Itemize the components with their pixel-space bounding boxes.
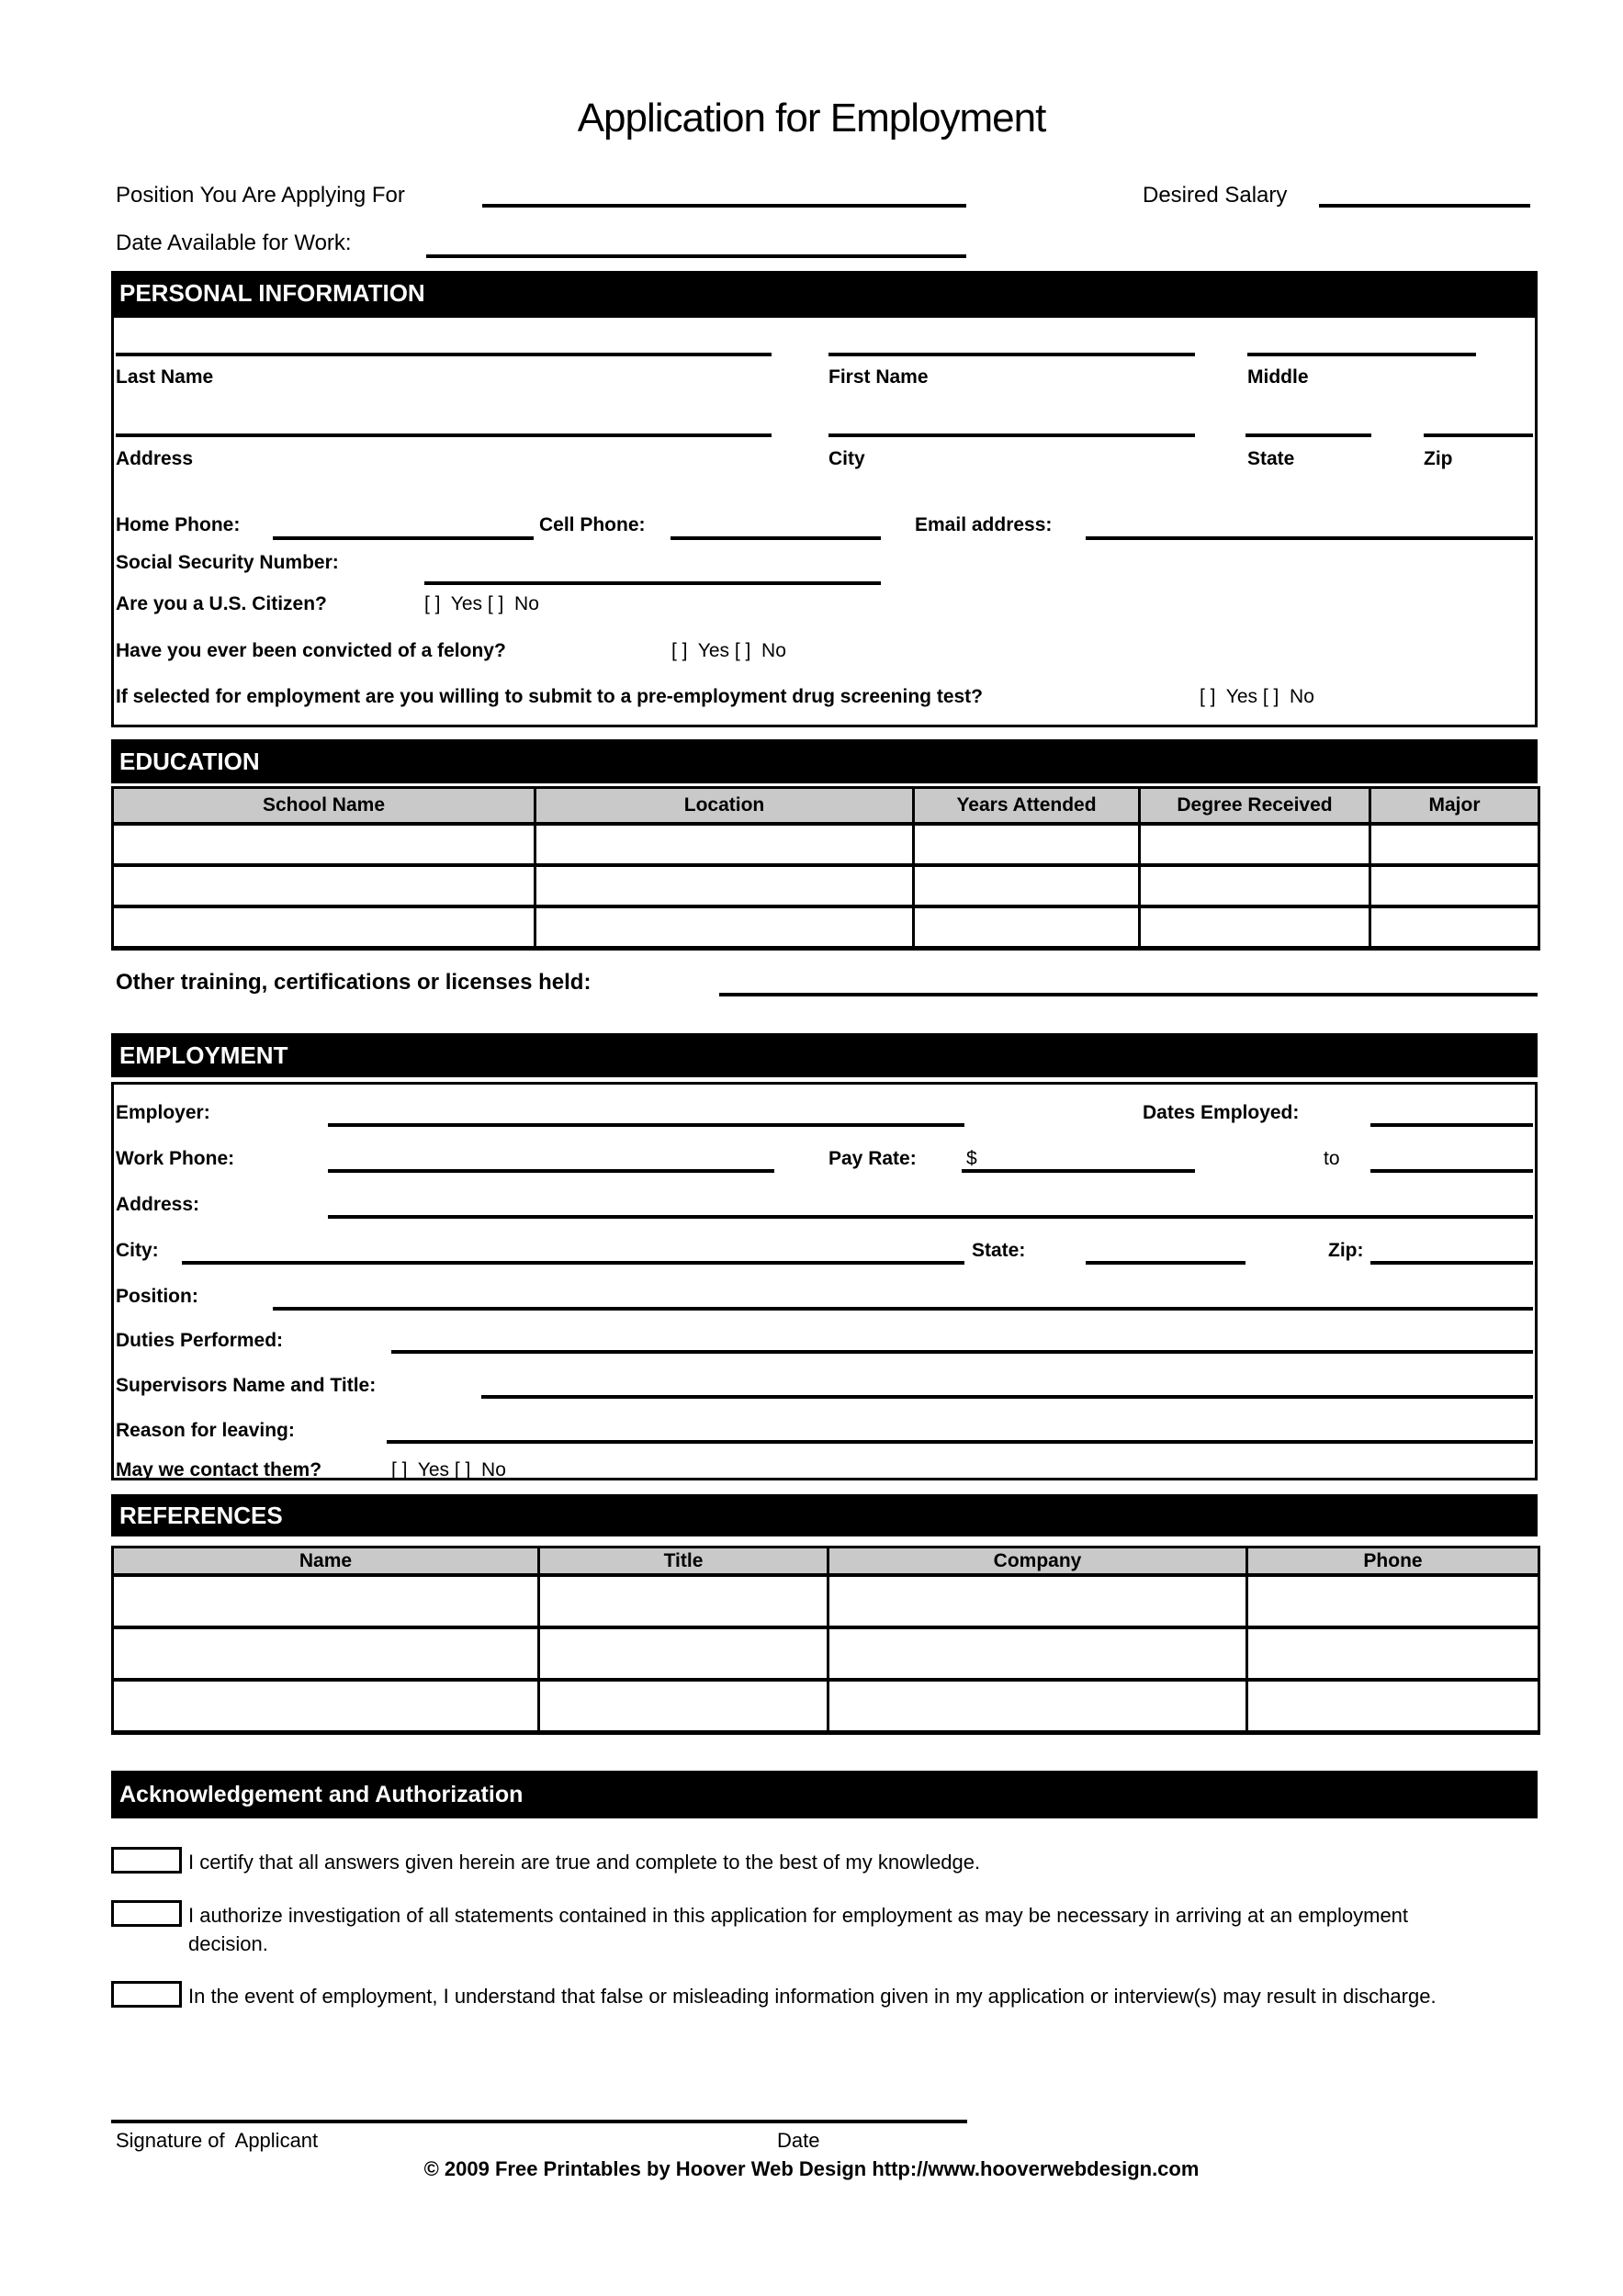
employment-state-label: State:: [972, 1240, 1026, 1261]
pay-rate-currency-symbol: $: [966, 1148, 977, 1169]
drug-test-yes-no-options[interactable]: [ ] Yes [ ] No: [1200, 686, 1314, 707]
employment-city-fill-line[interactable]: [182, 1261, 964, 1265]
reference-cell[interactable]: [1247, 1575, 1539, 1627]
education-cell[interactable]: [535, 824, 914, 865]
education-cell[interactable]: [113, 824, 535, 865]
education-cell[interactable]: [535, 906, 914, 949]
email-label: Email address:: [915, 514, 1053, 535]
address-fill-line[interactable]: [116, 433, 772, 437]
reference-cell[interactable]: [828, 1627, 1247, 1680]
reference-cell[interactable]: [539, 1575, 828, 1627]
pay-rate-to-label: to: [1324, 1148, 1340, 1169]
education-row: [113, 865, 1539, 906]
personal-section-title: PERSONAL INFORMATION: [119, 278, 425, 307]
education-col-years-attended: Years Attended: [914, 788, 1140, 825]
reference-cell[interactable]: [113, 1680, 539, 1733]
certify-checkbox[interactable]: [111, 1847, 182, 1874]
employment-address-fill-line[interactable]: [328, 1215, 1533, 1219]
other-training-label: Other training, certifications or licenses held:: [116, 970, 592, 995]
employment-zip-label: Zip:: [1328, 1240, 1364, 1261]
employment-city-label: City:: [116, 1240, 159, 1261]
may-we-contact-label: May we contact them?: [116, 1459, 322, 1480]
home-phone-label: Home Phone:: [116, 514, 241, 535]
supervisor-fill-line[interactable]: [481, 1395, 1533, 1399]
copyright-notice: © 2009 Free Printables by Hoover Web Design http://www.hooverwebdesign.com: [423, 2157, 1200, 2180]
authorize-investigation-statement: I authorize investigation of all statements contained in this application for employment as may be necessary in arriving at an employment decision.: [188, 1904, 1409, 1955]
education-cell[interactable]: [914, 865, 1140, 906]
middle-name-label: Middle: [1247, 366, 1309, 388]
reference-cell[interactable]: [113, 1627, 539, 1680]
state-fill-line[interactable]: [1245, 433, 1371, 437]
employment-state-fill-line[interactable]: [1086, 1261, 1245, 1265]
first-name-fill-line[interactable]: [828, 353, 1195, 356]
employment-section-box: [111, 1082, 1538, 1480]
email-fill-line[interactable]: [1086, 536, 1533, 540]
employment-position-fill-line[interactable]: [273, 1307, 1533, 1311]
signature-of-applicant-label: Signature of Applicant: [116, 2129, 319, 2152]
references-col-phone: Phone: [1247, 1548, 1539, 1576]
signature-date-label: Date: [777, 2129, 820, 2152]
desired-salary-label: Desired Salary: [1143, 183, 1288, 208]
false-information-checkbox[interactable]: [111, 1981, 182, 2008]
education-row: [113, 824, 1539, 865]
employment-position-label: Position:: [116, 1286, 198, 1307]
employment-zip-fill-line[interactable]: [1370, 1261, 1533, 1265]
references-section-title: REFERENCES: [119, 1501, 283, 1529]
ssn-fill-line[interactable]: [424, 581, 881, 585]
supervisor-name-title-label: Supervisors Name and Title:: [116, 1375, 377, 1396]
state-label: State: [1247, 448, 1295, 469]
personal-section-header: [111, 271, 1538, 315]
education-cell[interactable]: [1370, 865, 1539, 906]
references-header-row: [113, 1548, 1539, 1576]
education-cell[interactable]: [1140, 824, 1370, 865]
citizen-yes-no-options[interactable]: [ ] Yes [ ] No: [424, 593, 539, 614]
may-we-contact-yes-no-options[interactable]: [ ] Yes [ ] No: [391, 1459, 506, 1480]
education-cell[interactable]: [1370, 906, 1539, 949]
education-header-row: [113, 788, 1539, 825]
pay-rate-to-fill-line[interactable]: [1370, 1169, 1533, 1173]
other-training-fill-line[interactable]: [719, 993, 1538, 996]
education-cell[interactable]: [535, 865, 914, 906]
references-col-title: Title: [539, 1548, 828, 1576]
acknowledgement-section-title: Acknowledgement and Authorization: [119, 1781, 524, 1807]
reference-cell[interactable]: [113, 1575, 539, 1627]
references-section-header: [111, 1494, 1538, 1536]
dates-employed-fill-line[interactable]: [1370, 1123, 1533, 1127]
education-section-header: [111, 739, 1538, 783]
ssn-label: Social Security Number:: [116, 552, 339, 573]
page-title: Application for Employment: [577, 96, 1046, 141]
references-table: [111, 1546, 1540, 1735]
references-row: [113, 1575, 1539, 1627]
drug-test-question-label: If selected for employment are you willing to submit to a pre-employment drug screening test?: [116, 686, 983, 707]
false-information-statement: In the event of employment, I understand that false or misleading information given in my application or interview(s) may result in discharge.: [188, 1985, 1437, 2008]
employer-label: Employer:: [116, 1102, 210, 1123]
reference-cell[interactable]: [539, 1680, 828, 1733]
references-row: [113, 1627, 1539, 1680]
authorize-investigation-checkbox[interactable]: [111, 1900, 182, 1927]
employment-address-label: Address:: [116, 1194, 200, 1215]
education-cell[interactable]: [113, 865, 535, 906]
zip-label: Zip: [1424, 448, 1453, 469]
education-cell[interactable]: [113, 906, 535, 949]
work-phone-fill-line[interactable]: [328, 1169, 774, 1173]
last-name-fill-line[interactable]: [116, 353, 772, 356]
address-label: Address: [116, 448, 194, 469]
first-name-label: First Name: [828, 366, 929, 388]
references-col-name: Name: [113, 1548, 539, 1576]
citizen-question-label: Are you a U.S. Citizen?: [116, 593, 327, 614]
personal-section-box: [111, 315, 1538, 727]
reference-cell[interactable]: [828, 1575, 1247, 1627]
education-row: [113, 906, 1539, 949]
felony-yes-no-options[interactable]: [ ] Yes [ ] No: [671, 640, 786, 661]
education-cell[interactable]: [1140, 865, 1370, 906]
reason-for-leaving-label: Reason for leaving:: [116, 1420, 295, 1441]
position-applying-label: Position You Are Applying For: [116, 183, 405, 208]
pay-rate-from-fill-line[interactable]: [962, 1169, 1195, 1173]
education-cell[interactable]: [1370, 824, 1539, 865]
reference-cell[interactable]: [1247, 1627, 1539, 1680]
education-col-location: Location: [535, 788, 914, 825]
cell-phone-fill-line[interactable]: [671, 536, 881, 540]
pay-rate-label: Pay Rate:: [828, 1148, 917, 1169]
signature-fill-line[interactable]: [111, 2120, 967, 2123]
employer-fill-line[interactable]: [328, 1123, 964, 1127]
cell-phone-label: Cell Phone:: [539, 514, 646, 535]
dates-employed-label: Dates Employed:: [1143, 1102, 1300, 1123]
employment-section-title: EMPLOYMENT: [119, 1041, 288, 1069]
duties-performed-label: Duties Performed:: [116, 1330, 284, 1351]
education-section-title: EDUCATION: [119, 747, 260, 775]
city-label: City: [828, 448, 865, 469]
date-available-label: Date Available for Work:: [116, 231, 352, 255]
date-available-fill-line[interactable]: [426, 254, 966, 258]
position-fill-line[interactable]: [482, 204, 966, 208]
duties-performed-fill-line[interactable]: [391, 1350, 1533, 1354]
employment-section-header: [111, 1033, 1538, 1077]
work-phone-label: Work Phone:: [116, 1148, 235, 1169]
education-cell[interactable]: [914, 906, 1140, 949]
education-table: [111, 786, 1540, 951]
zip-fill-line[interactable]: [1424, 433, 1533, 437]
reason-for-leaving-fill-line[interactable]: [387, 1440, 1533, 1444]
acknowledgement-section-header: [111, 1771, 1538, 1818]
reference-cell[interactable]: [539, 1627, 828, 1680]
last-name-label: Last Name: [116, 366, 214, 388]
city-fill-line[interactable]: [828, 433, 1195, 437]
references-col-company: Company: [828, 1548, 1247, 1576]
education-col-major: Major: [1370, 788, 1539, 825]
reference-cell[interactable]: [1247, 1680, 1539, 1733]
felony-question-label: Have you ever been convicted of a felony?: [116, 640, 506, 661]
education-cell[interactable]: [1140, 906, 1370, 949]
desired-salary-fill-line[interactable]: [1319, 204, 1530, 208]
education-cell[interactable]: [914, 824, 1140, 865]
middle-name-fill-line[interactable]: [1247, 353, 1476, 356]
certify-statement: I certify that all answers given herein are true and complete to the best of my knowledge.: [188, 1851, 981, 1874]
home-phone-fill-line[interactable]: [273, 536, 534, 540]
education-col-degree-received: Degree Received: [1140, 788, 1370, 825]
reference-cell[interactable]: [828, 1680, 1247, 1733]
education-col-school-name: School Name: [113, 788, 535, 825]
references-row: [113, 1680, 1539, 1733]
